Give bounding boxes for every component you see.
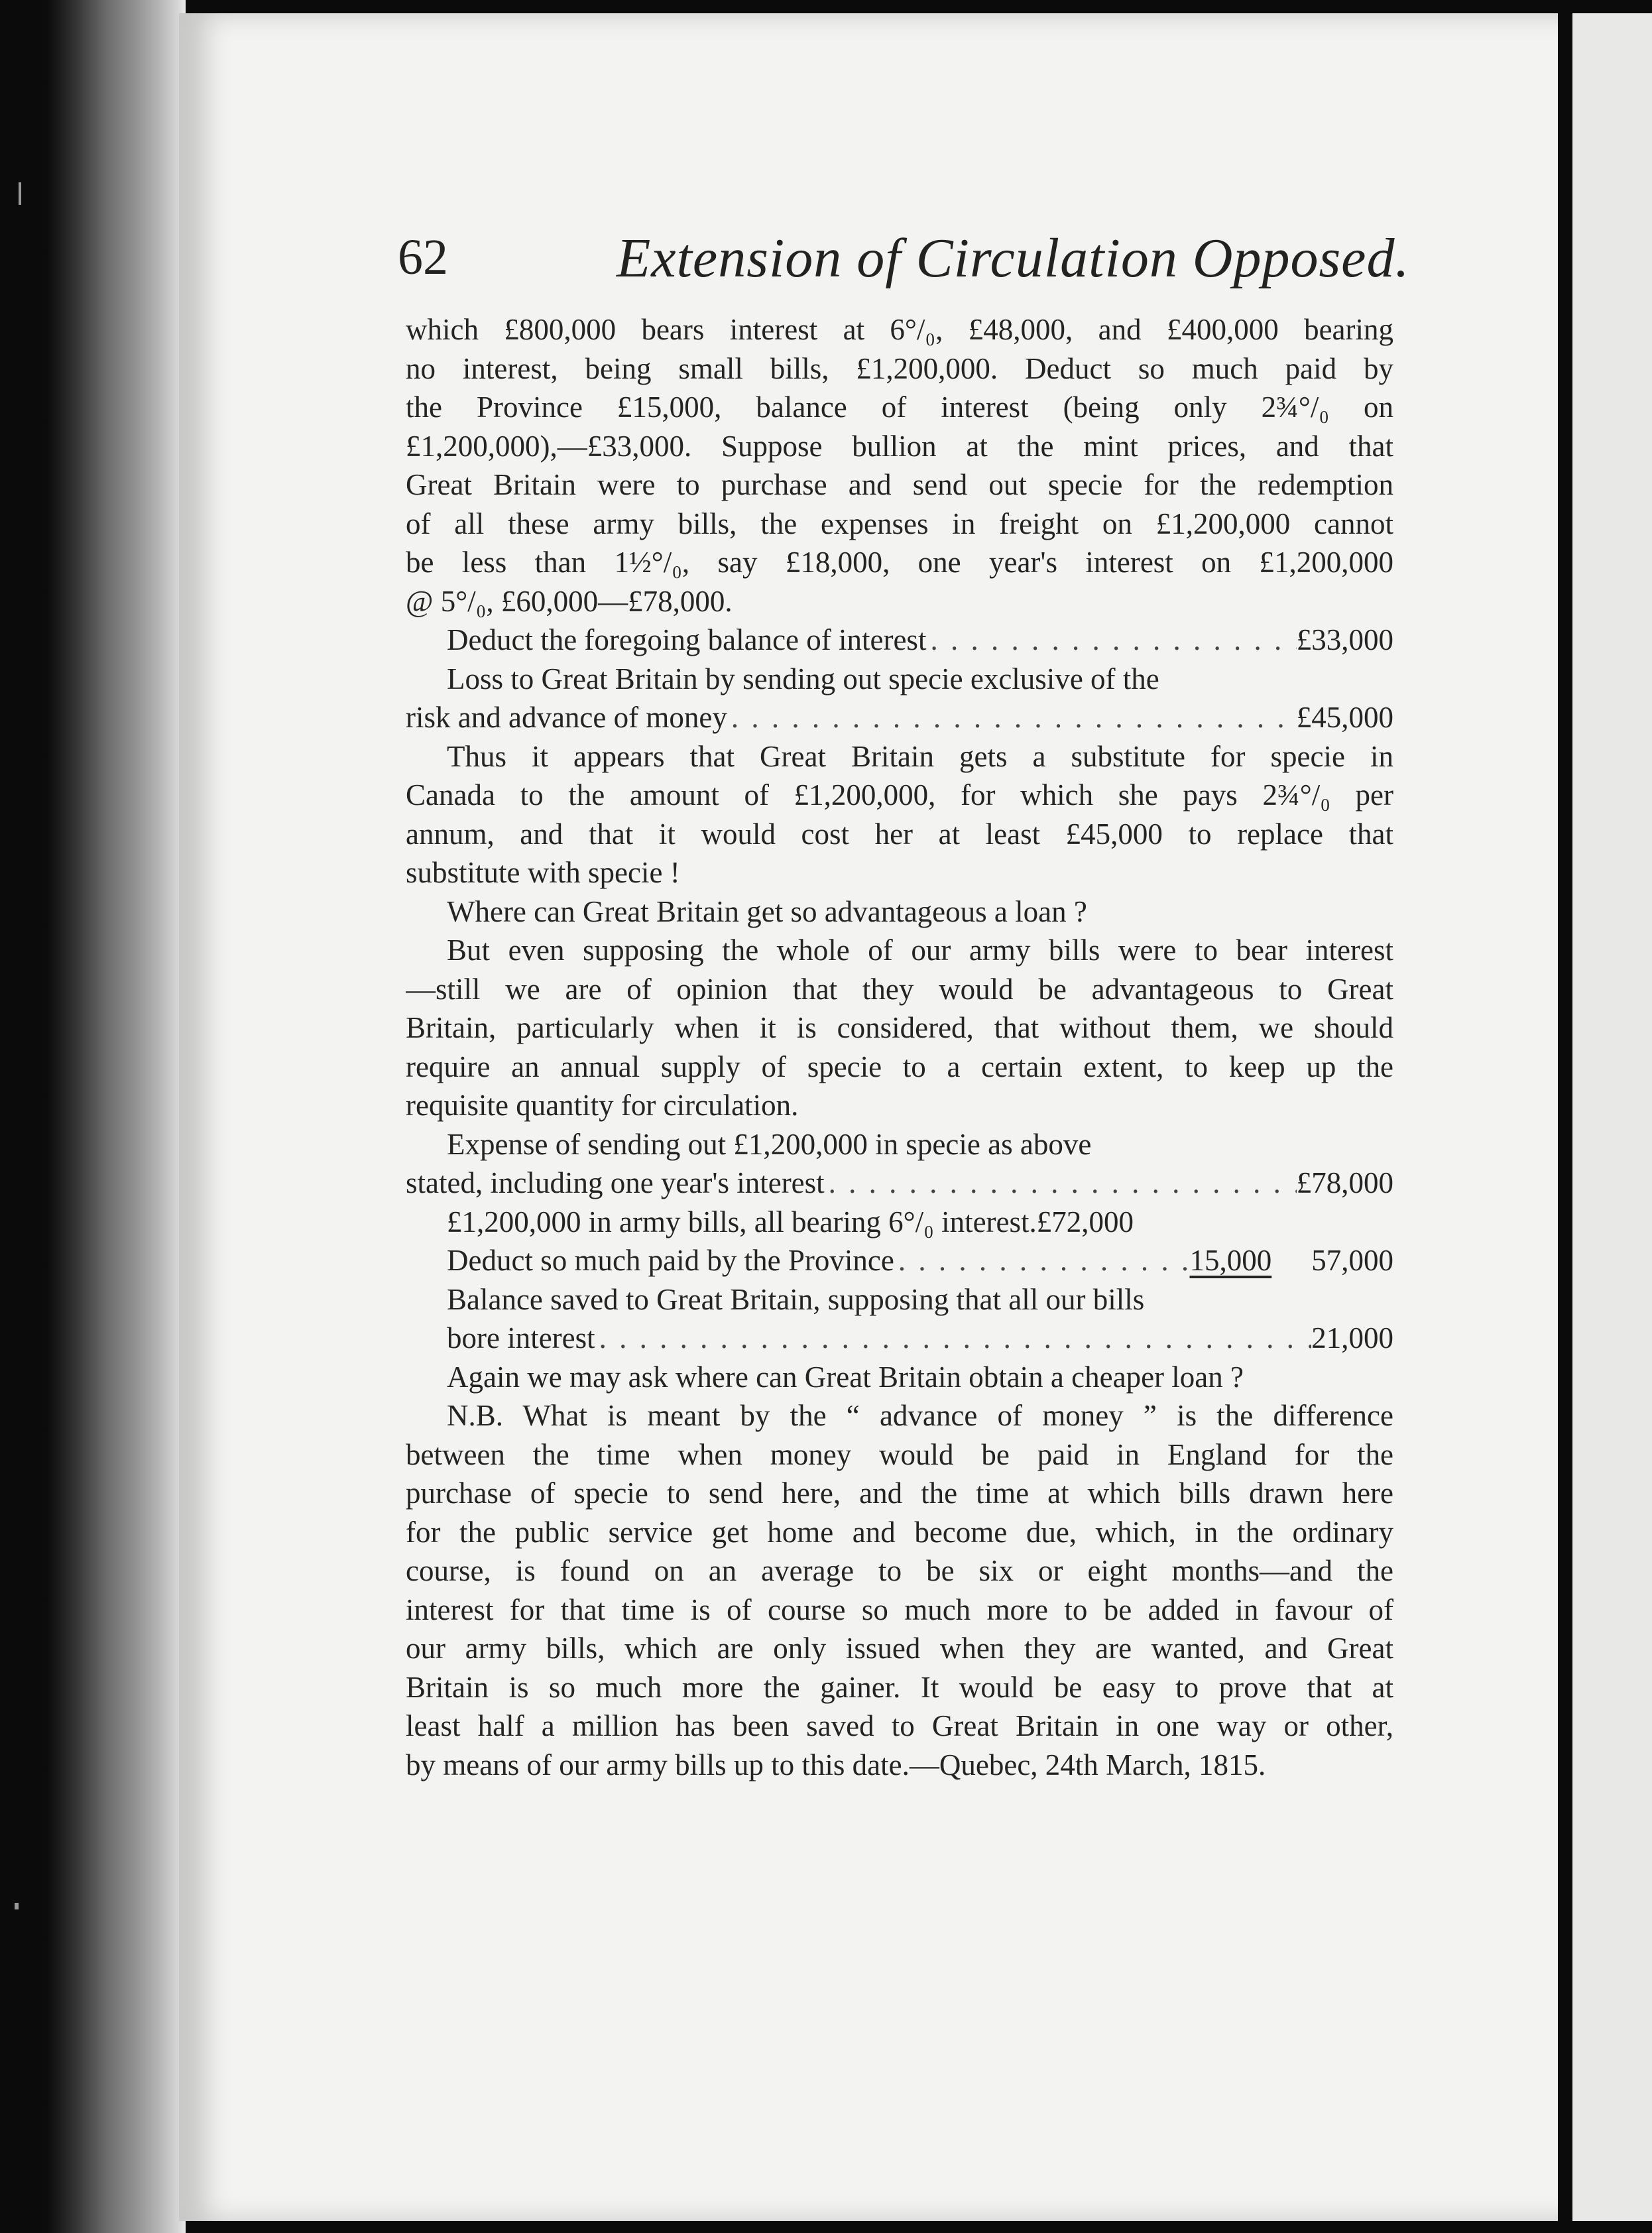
- text-line: for the public service get home and become due, which, in the ordinary: [406, 1515, 1393, 1549]
- dot-leader: [894, 1241, 1190, 1280]
- text-line: which £800,000 bears interest at 6°/₀, £48,000, and £400,000 bearing: [406, 313, 1393, 346]
- running-title: Extension of Circulation Opposed.: [617, 227, 1410, 289]
- ledger-amount: 21,000: [1311, 1321, 1393, 1355]
- text-line: £1,200,000),—£33,000. Suppose bullion at the mint prices, and that: [406, 429, 1393, 463]
- text-line: annum, and that it would cost her at least £45,000 to replace that: [406, 817, 1393, 851]
- book-spine: [0, 0, 186, 2233]
- text-line: Canada to the amount of £1,200,000, for which she pays 2¾°/₀ per: [406, 778, 1393, 812]
- text-line: no interest, being small bills, £1,200,000. Deduct so much paid by: [406, 351, 1393, 385]
- ledger-total: 57,000: [1311, 1244, 1393, 1277]
- text-line: Britain is so much more the gainer. It would be easy to prove that at: [406, 1670, 1393, 1704]
- text-line: course, is found on an average to be six or eight months—and the: [406, 1554, 1393, 1587]
- text-line: Loss to Great Britain by sending out specie exclusive of the: [447, 662, 1159, 695]
- text-line: Thus it appears that Great Britain gets a substitute for specie in: [447, 739, 1393, 773]
- text-line: —still we are of opinion that they would be advantageous to Great: [406, 972, 1393, 1006]
- text-line: of all these army bills, the expenses in freight on £1,200,000 cannot: [406, 507, 1393, 540]
- dot-leader: [727, 698, 1297, 737]
- text-line: require an annual supply of specie to a certain extent, to keep up the: [406, 1050, 1393, 1083]
- text-line: Expense of sending out £1,200,000 in specie as above: [447, 1127, 1092, 1161]
- text-line: least half a million has been saved to Great Britain in one way or other,: [406, 1709, 1393, 1742]
- page-number: 62: [398, 229, 448, 285]
- ledger-row: [406, 621, 1393, 660]
- ledger-label: Deduct so much paid by the Province: [447, 1244, 894, 1277]
- text-line: Again we may ask where can Great Britain obtain a cheaper loan ?: [447, 1360, 1244, 1394]
- dot-leader: [595, 1319, 1312, 1358]
- facing-page-edge: [1572, 13, 1652, 2221]
- page-gutter: [1558, 13, 1572, 2221]
- text-line: requisite quantity for circulation.: [406, 1089, 799, 1122]
- text-line: substitute with specie !: [406, 856, 680, 889]
- text-line: be less than 1½°/₀, say £18,000, one year's interest on £1,200,000: [406, 546, 1393, 579]
- text-line: the Province £15,000, balance of interest (being only 2¾°/₀ on: [406, 391, 1393, 424]
- text-line: @ 5°/₀, £60,000—£78,000.: [406, 584, 733, 618]
- page-header: [225, 229, 1445, 295]
- ledger-row: [406, 1164, 1393, 1203]
- ledger-row: [406, 1319, 1393, 1358]
- ledger-amount: £72,000: [1036, 1205, 1134, 1238]
- ledger-label: £1,200,000 in army bills, all bearing 6°/₀ interest.: [447, 1205, 1037, 1238]
- text-line: Great Britain were to purchase and send out specie for the redemption: [406, 468, 1393, 501]
- ledger-label: bore interest: [447, 1321, 595, 1355]
- ledger-amount: £78,000: [1296, 1166, 1393, 1199]
- text-line: Britain, particularly when it is considered, that without them, we should: [406, 1011, 1393, 1044]
- ledger-amount: £45,000: [1296, 701, 1393, 734]
- ledger-label: risk and advance of money: [406, 701, 727, 734]
- text-line: between the time when money would be paid in England for the: [406, 1437, 1393, 1471]
- ledger-label: Deduct the foregoing balance of interest: [447, 623, 927, 656]
- text-line: our army bills, which are only issued when they are wanted, and Great: [406, 1632, 1393, 1665]
- text-line: Balance saved to Great Britain, supposing that all our bills: [447, 1282, 1145, 1316]
- ledger-label: stated, including one year's interest: [406, 1166, 825, 1199]
- ledger-amount: £33,000: [1296, 623, 1393, 656]
- ledger-row: [406, 1203, 1393, 1242]
- ledger-row: [406, 1241, 1393, 1280]
- text-line: But even supposing the whole of our army bills were to bear interest: [447, 934, 1393, 967]
- dot-leader: [825, 1164, 1297, 1203]
- text-line: Where can Great Britain get so advantageous a loan ?: [447, 894, 1087, 928]
- ledger-amount: 15,000: [1189, 1244, 1272, 1277]
- text-line: interest for that time is of course so much more to be added in favour of: [406, 1593, 1393, 1626]
- dot-leader: [926, 621, 1296, 660]
- margin-mark: [19, 182, 21, 205]
- text-line: purchase of specie to send here, and the time at which bills drawn here: [406, 1477, 1393, 1510]
- text-line: N.B. What is meant by the “ advance of money ” is the difference: [447, 1399, 1393, 1432]
- ledger-row: [406, 698, 1393, 737]
- text-line: by means of our army bills up to this date.—Quebec, 24th March, 1815.: [406, 1748, 1266, 1781]
- page-body: [406, 310, 1393, 1784]
- margin-mark: [15, 1903, 19, 1909]
